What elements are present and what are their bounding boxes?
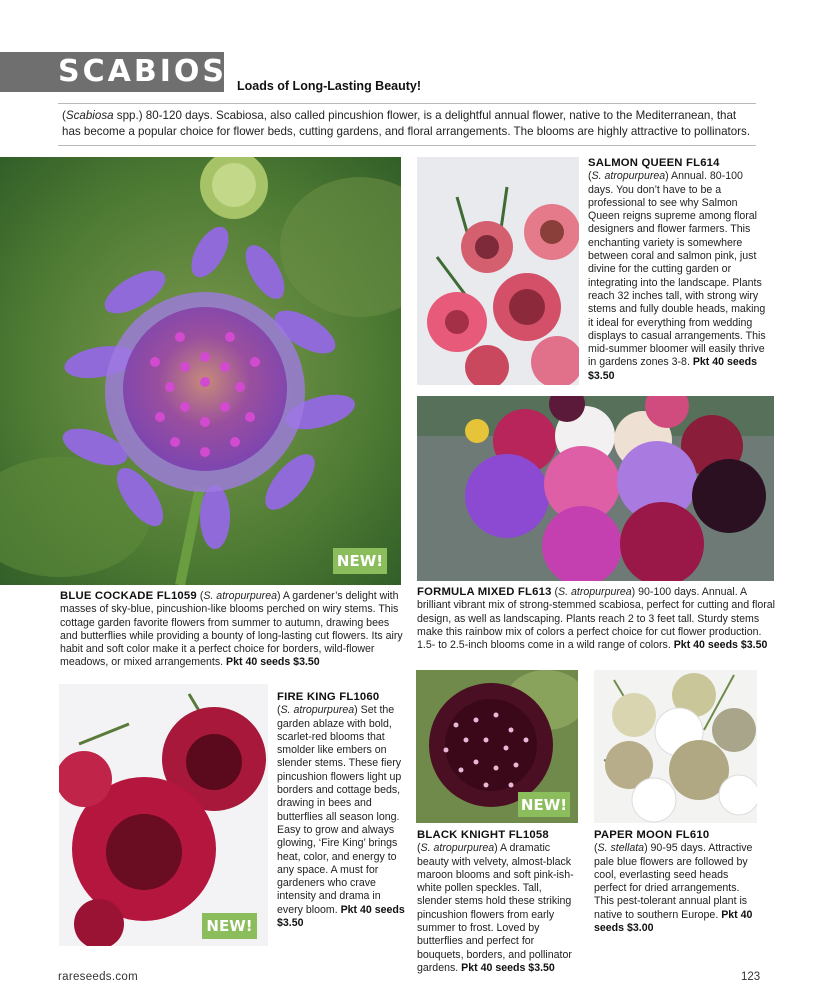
top-divider [58,103,756,104]
product-species: S. stellata [597,842,645,855]
intro-divider [58,145,756,146]
product-price: Pkt 40 seeds $3.50 [588,356,758,382]
product-species: S. atropurpurea [558,586,632,598]
product-desc: 90-100 days. Annual. A brilliant vibrant mix of strong-stemmed scabiosa, perfect for cutting and floral design, as well as landscaping. Plants reach 2 to 3 feet tall. Sturdy stems make this rainbow mix of colors a perfect choice for cut flower production. 1.5- to 2.5-inch blooms come in a wild range of colors. [417,586,775,652]
intro-text: spp.) 80-120 days. Scabiosa, also called pincushion flower, is a delightful annual flower, native to the Mediterranean, that has become a popular choice for flower beds, cutting gardens, and floral arrangements. The blooms are highly attractive to pollinators. [62,109,751,138]
formula-mixed-description: FORMULA MIXED FL613 (S. atropurpurea) 90-100 days. Annual. A brilliant vibrant mix of strong-stemmed scabiosa, perfect for cutting and floral design, as well as landscaping. Plants reach 2 to 3 feet tall. Sturdy stems make this rainbow mix of colors a perfect choice for cut flower production. 1.5- to 2.5-inch blooms come in a wild range of colors. Pkt 40 seeds $3.50 [417,586,775,652]
formula-mixed-photo [417,396,774,581]
product-price: Pkt 40 seeds $3.50 [277,903,405,930]
product-name: PAPER MOON FL610 [594,829,710,841]
fire-king-description: FIRE KING FL1060 (S. atropurpurea) Set the garden ablaze with bold, scarlet-red blooms that smolder like embers on slender stems. These fiery pincushion flowers light up borders and cottage beds, drawing in bees and butterflies all season long. Easy to grow and always glowing, ‘Fire King’ brings heat, color, and energy to any space. A must for gardeners who crave intensity and drama in every bloom. Pkt 40 seeds $3.50 [277,691,405,930]
product-species: S. atropurpurea [280,704,355,717]
new-badge: NEW! [202,913,257,939]
paper-moon-photo [594,670,757,823]
new-badge: NEW! [518,792,570,817]
black-knight-photo [416,670,578,823]
product-price: Pkt 40 seeds $3.50 [461,961,555,974]
blue-cockade-photo [0,157,401,585]
section-tagline: Loads of Long-Lasting Beauty! [237,79,422,93]
product-desc: Annual. 80-100 days. You don’t have to be a professional to see why Salmon Queen reigns supreme among floral designers and flower farmers. This enchanting variety is somewhere between coral and salmon pink, just divine for the cutting garden or integrating into the landscape. Plants reach 32 inches tall, with strong wiry stems and fully double heads, making it ideal for everything from wedding displays to casual arrangements. This mid-summer bloomer will easily thrive in gardens zones 3-8. [588,170,766,369]
product-name: FIRE KING FL1060 [277,691,380,703]
blue-cockade-description: BLUE COCKADE FL1059 (S. atropurpurea) A gardener’s delight with masses of sky-blue, pincushion-like blooms perched on wiry stems. This cottage garden favorite flowers from summer to autumn, drawing bees and butterflies while providing a bounty of long-lasting cut flowers. Its airy habit and soft color make it a perfect choice for borders, wild-flower meadows, or mixed arrangements. Pkt 40 seeds $3.50 [60,590,403,669]
new-badge: NEW! [333,548,387,574]
footer-website[interactable]: rareseeds.com [58,971,138,983]
black-knight-description: BLACK KNIGHT FL1058 (S. atropurpurea) A dramatic beauty with velvety, almost-black maroon blooms and soft pink-ish-white pollen speckles. Tall, slender stems hold these striking pincushion flowers from early summer to frost. Loved by butterflies and perfect for bouquets, borders, and pollinator gardens. Pkt 40 seeds $3.50 [417,829,577,975]
product-species: S. atropurpurea [420,842,495,855]
salmon-queen-description: SALMON QUEEN FL614 (S. atropurpurea) Annual. 80-100 days. You don’t have to be a professional to see why Salmon Queen reigns supreme among floral designers and flower farmers. This enchanting variety is somewhere between coral and salmon pink, just divine for the cutting garden or integrating into the landscape. Plants reach 32 inches tall, with strong wiry stems and fully double heads, making it ideal for everything from wedding displays to casual arrangements. This mid-summer bloomer will easily thrive in gardens zones 3-8. Pkt 40 seeds $3.50 [588,157,766,382]
product-species: S. atropurpurea [203,590,277,602]
product-name: BLUE COCKADE FL1059 [60,590,197,602]
product-name: FORMULA MIXED FL613 [417,586,552,598]
page-number: 123 [741,971,761,983]
product-desc: A gardener’s delight with masses of sky-blue, pincushion-like blooms perched on wiry stems. This cottage garden favorite flowers from summer to autumn, drawing bees and butterflies while providing a bounty of long-lasting cut flowers. Its airy habit and soft color make it a perfect choice for borders, wild-flower meadows, or mixed arrangements. [60,590,403,669]
fire-king-photo [59,684,268,946]
intro-genus: Scabiosa [65,109,114,122]
section-title: SCABIOSA [58,54,254,89]
product-name: SALMON QUEEN FL614 [588,157,720,169]
product-price: Pkt 40 seeds $3.50 [226,656,320,669]
product-name: BLACK KNIGHT FL1058 [417,829,549,841]
product-desc: Set the garden ablaze with bold, scarlet-red blooms that smolder like embers on slender stems. These fiery pincushion flowers light up borders and cottage beds, drawing in bees and butterflies all season long. Easy to grow and always glowing, ‘Fire King’ brings heat, color, and energy to any space. A must for gardeners who crave intensity and drama in every bloom. [277,704,402,916]
salmon-queen-photo [417,157,579,385]
product-price: Pkt 40 seeds $3.50 [673,639,768,652]
product-desc: A dramatic beauty with velvety, almost-black maroon blooms and soft pink-ish-white pollen speckles. Tall, slender stems hold these striking pincushion flowers from early summer to frost. Loved by butterflies and perfect for bouquets, borders, and pollinator gardens. [417,842,574,974]
intro-paragraph: (Scabiosa spp.) 80-120 days. Scabiosa, also called pincushion flower, is a delightful annual flower, native to the Mediterranean, that has become a popular choice for flower beds, cutting gardens, and floral arrangements. The blooms are highly attractive to pollinators. [62,109,751,138]
product-price: Pkt 40 seeds $3.00 [594,908,753,935]
paper-moon-description: PAPER MOON FL610 (S. stellata) 90-95 days. Attractive pale blue flowers are followed by cool, everlasting seed heads perfect for dried arrangements. This pest-tolerant annual plant is native to southern Europe. Pkt 40 seeds $3.00 [594,829,760,935]
product-desc: 90-95 days. Attractive pale blue flowers are followed by cool, everlasting seed heads perfect for dried arrangements. This pest-tolerant annual plant is native to southern Europe. [594,842,753,921]
product-species: S. atropurpurea [591,170,666,183]
